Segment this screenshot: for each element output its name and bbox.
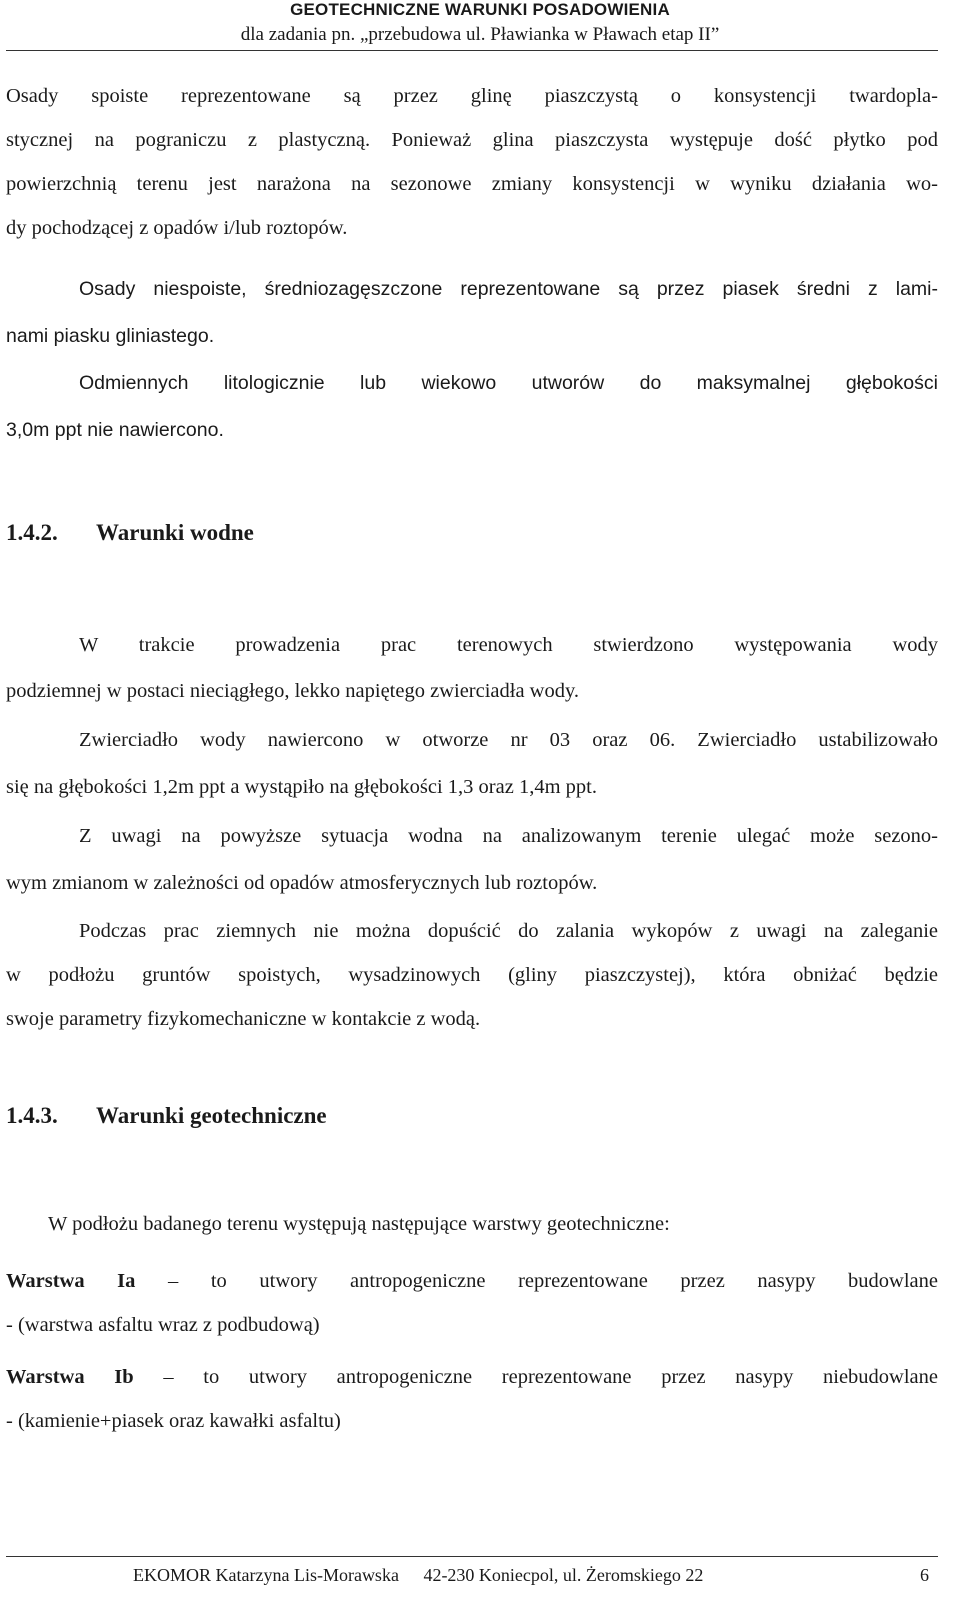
text-line: nami piasku gliniastego. [6,325,215,347]
paragraph-non-cohesive-soils [6,266,938,313]
text-line: wym zmianom w zależności od opadów atmosferycznych lub roztopów. [6,872,598,894]
paragraph-excavation [6,909,938,953]
footer-address: 42-230 Koniecpol, ul. Żeromskiego 22 [423,1565,704,1585]
section-number: 1.4.3. [6,1103,58,1128]
text-line: W trakcie prowadzenia prac terenowych stwierdzono występowania wody [79,634,938,656]
text-line: stycznej na pograniczu z plastyczną. Ponieważ glina piaszczysta występuje dość płytko pod [6,129,938,151]
text-line: swoje parametry fizykomechaniczne w kontakcie z wodą. [6,1008,481,1030]
layer-ib-name: Warstwa Ib [6,1366,134,1388]
paragraph-water-table-cont [6,764,938,811]
paragraph-groundwater [6,622,938,669]
paragraph-lithology [6,360,938,407]
text-line: podziemnej w postaci nieciągłego, lekko napiętego zwierciadła wody. [6,680,580,702]
paragraph-groundwater-cont [6,668,938,715]
paragraph-seasonal-changes [6,813,938,860]
footer [133,1565,723,1586]
text-line: Zwierciadło wody nawiercono w otworze nr 03 oraz 06. Zwierciadło ustabilizowało [79,729,938,751]
text-line: Z uwagi na powyższe sytuacja wodna na analizowanym terenie ulegać może sezono- [79,825,938,847]
paragraph-layers-intro [6,1206,938,1242]
footer-company: EKOMOR Katarzyna Lis-Morawska [133,1565,399,1585]
layer-ib [6,1355,938,1443]
page-number: 6 [920,1565,929,1585]
text-line: Osady niespoiste, średniozagęszczone reprezentowane są przez piasek średni z lami- [79,278,938,300]
text-line: - (warstwa asfaltu wraz z podbudową) [6,1314,320,1336]
text-line: - (kamienie+piasek oraz kawałki asfaltu) [6,1410,341,1432]
layer-ia-desc: – to utwory antropogeniczne reprezentowane przez nasypy budowlane [168,1270,938,1292]
header-divider [6,50,938,51]
section-heading-geotechnical [6,1103,327,1129]
layer-ib-desc: – to utwory antropogeniczne reprezentowane przez nasypy niebudowlane [163,1366,938,1388]
layer-ia-name: Warstwa Ia [6,1270,136,1292]
paragraph-lithology-cont [6,407,938,454]
text-line: Odmiennych litologicznie lub wiekowo utworów do maksymalnej głębokości [79,372,938,394]
header-title: GEOTECHNICZNE WARUNKI POSADOWIENIA [290,0,670,19]
paragraph-non-cohesive-soils-cont [6,313,938,360]
text-line: w podłożu gruntów spoistych, wysadzinowych (gliny piaszczystej), która obniżać będzie [6,964,938,986]
paragraph-excavation-cont [6,953,938,1041]
paragraph-seasonal-changes-cont [6,860,938,907]
text-line: powierzchnią terenu jest narażona na sezonowe zmiany konsystencji w wyniku działania wo- [6,173,938,195]
section-number: 1.4.2. [6,520,58,545]
text-line: się na głębokości 1,2m ppt a wystąpiło na głębokości 1,3 oraz 1,4m ppt. [6,776,597,798]
section-title: Warunki geotechniczne [96,1103,327,1128]
text-line: Podczas prac ziemnych nie można dopuścić do zalania wykopów z uwagi na zaleganie [79,920,938,942]
text-line: 3,0m ppt nie nawiercono. [6,419,224,441]
text-line: W podłożu badanego terenu występują następujące warstwy geotechniczne: [48,1213,670,1235]
section-heading-water [6,520,254,546]
layer-ib-line [6,1355,938,1399]
section-title: Warunki wodne [96,520,254,545]
layer-ia [6,1259,938,1347]
text-line: dy pochodzącej z opadów i/lub roztopów. [6,217,348,239]
text-line: Osady spoiste reprezentowane są przez glinę piaszczystą o konsystencji twardopla- [6,85,938,107]
footer-divider [6,1556,938,1557]
paragraph-water-table [6,717,938,764]
paragraph-cohesive-soils [6,74,938,250]
header-subtitle: dla zadania pn. „przebudowa ul. Pławianka w Pławach etap II” [240,24,720,45]
layer-ia-line [6,1259,938,1303]
